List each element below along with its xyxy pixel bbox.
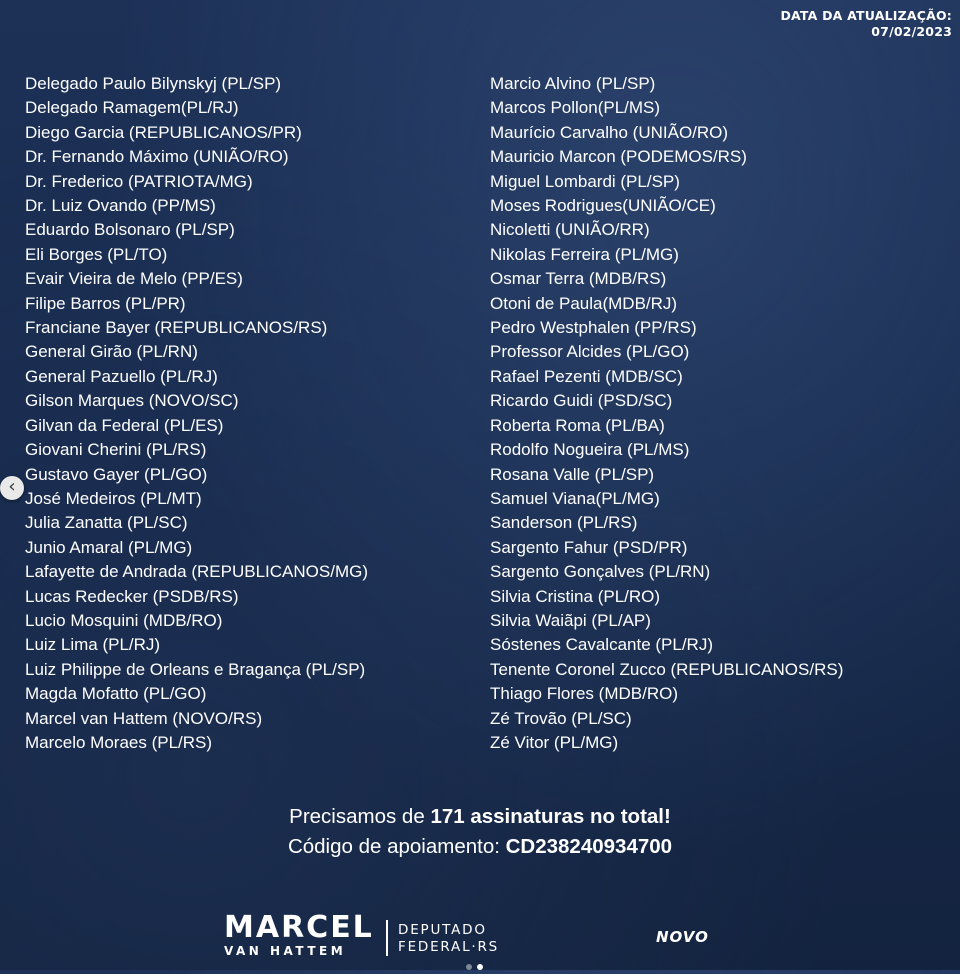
name-list-item: Franciane Bayer (REPUBLICANOS/RS) (25, 318, 328, 338)
name-list-item: Luiz Lima (PL/RJ) (25, 635, 161, 655)
name-list-item: Ricardo Guidi (PSD/SC) (490, 391, 673, 411)
name-list-item: Delegado Paulo Bilynskyj (PL/SP) (25, 74, 282, 93)
name-list-item: Gilson Marques (NOVO/SC) (25, 391, 239, 411)
name-list-item: Zé Trovão (PL/SC) (490, 708, 632, 728)
name-list-item: Rodolfo Nogueira (PL/MS) (490, 440, 690, 460)
name-list-item: Filipe Barros (PL/PR) (25, 293, 186, 313)
brand-divider (386, 920, 388, 956)
carousel-prev-button[interactable] (0, 476, 24, 500)
brand-name: MARCEL (224, 910, 374, 945)
name-list-item: Lucas Redecker (PSDB/RS) (25, 586, 239, 606)
carousel-dot-1[interactable] (466, 964, 472, 970)
name-list-item: Rafael Pezenti (MDB/SC) (490, 366, 683, 386)
name-list-item: Dr. Luiz Ovando (PP/MS) (25, 196, 216, 216)
name-list-item: Gustavo Gayer (PL/GO) (25, 464, 208, 484)
call-to-action (0, 802, 960, 862)
name-list-item: Sanderson (PL/RS) (490, 513, 638, 533)
name-list-item: Nikolas Ferreira (PL/MG) (490, 244, 679, 264)
name-list-item: Marcel van Hattem (NOVO/RS) (25, 708, 263, 728)
name-list-item: Pedro Westphalen (PP/RS) (490, 318, 697, 338)
name-list-item: José Medeiros (PL/MT) (25, 488, 202, 508)
name-list-item: Diego Garcia (REPUBLICANOS/PR) (25, 122, 302, 142)
name-list-item: Eduardo Bolsonaro (PL/SP) (25, 220, 235, 240)
name-list-item: Nicoletti (UNIÃO/RR) (490, 220, 650, 240)
update-date: 07/02/2023 (871, 24, 952, 39)
name-list-item: Zé Vitor (PL/MG) (490, 732, 619, 752)
name-list-item: Rosana Valle (PL/SP) (490, 464, 655, 484)
name-list-item: Magda Mofatto (PL/GO) (25, 684, 207, 704)
brand-subname: VAN HATTEM (224, 944, 347, 958)
role-label (398, 922, 499, 956)
cta-signatures-count: 171 assinaturas no total! (430, 805, 671, 828)
name-list-item: Silvia Waiãpi (PL/AP) (490, 610, 651, 630)
name-list-item: Sargento Gonçalves (PL/RN) (490, 562, 711, 582)
brand-logo (224, 910, 374, 958)
name-list-item: Roberta Roma (PL/BA) (490, 415, 665, 435)
role-line-1: DEPUTADO (398, 922, 487, 938)
carousel-dot-2[interactable] (477, 964, 483, 970)
cta-code-value: CD238240934700 (505, 835, 673, 858)
name-list-item: Eli Borges (PL/TO) (25, 244, 168, 264)
name-list-item: Dr. Fernando Máximo (UNIÃO/RO) (25, 147, 289, 167)
cta-code-line (0, 832, 960, 862)
name-list-item: Julia Zanatta (PL/SC) (25, 513, 188, 533)
name-list-item: General Pazuello (PL/RJ) (25, 366, 218, 386)
name-list-item: Moses Rodrigues(UNIÃO/CE) (490, 196, 716, 216)
name-list-item: Osmar Terra (MDB/RS) (490, 269, 667, 289)
update-info (780, 8, 952, 40)
name-list-item: Sargento Fahur (PSD/PR) (490, 537, 688, 557)
name-list-item: Giovani Cherini (PL/RS) (25, 440, 207, 460)
chevron-left-icon: ‹ (8, 476, 16, 497)
name-list-item: Lafayette de Andrada (REPUBLICANOS/MG) (25, 562, 368, 582)
name-list-item: Marcos Pollon(PL/MS) (490, 98, 661, 118)
name-list-item: Silvia Cristina (PL/RO) (490, 586, 661, 606)
name-list-item: Marcio Alvino (PL/SP) (490, 74, 656, 93)
name-list-item: Gilvan da Federal (PL/ES) (25, 415, 224, 435)
name-list-item: Luiz Philippe de Orleans e Bragança (PL/SP) (25, 659, 366, 679)
name-list-item: Lucio Mosquini (MDB/RO) (25, 610, 223, 630)
name-list-item: Maurício Carvalho (UNIÃO/RO) (490, 122, 729, 142)
cta-code-prefix: Código de apoiamento: (287, 835, 506, 858)
name-list-item: Samuel Viana(PL/MG) (490, 488, 660, 508)
name-list-item: Miguel Lombardi (PL/SP) (490, 171, 680, 191)
carousel-dots (466, 955, 488, 974)
party-logo: NOVO (656, 928, 709, 946)
name-list-item: Tenente Coronel Zucco (REPUBLICANOS/RS) (490, 659, 844, 679)
name-list-item: Professor Alcides (PL/GO) (490, 342, 690, 362)
name-list-item: Thiago Flores (MDB/RO) (490, 684, 678, 704)
right-name-list (490, 72, 843, 755)
left-name-list (25, 72, 368, 755)
name-list-item: Dr. Frederico (PATRIOTA/MG) (25, 171, 253, 191)
cta-signatures-prefix: Precisamos de (289, 805, 431, 828)
name-list-item: Mauricio Marcon (PODEMOS/RS) (490, 147, 747, 167)
name-list-item: Marcelo Moraes (PL/RS) (25, 732, 213, 752)
name-list-item: Delegado Ramagem(PL/RJ) (25, 98, 239, 118)
update-label: DATA DA ATUALIZAÇÃO: (780, 8, 952, 23)
name-list-item: Sóstenes Cavalcante (PL/RJ) (490, 635, 713, 655)
cta-signatures-line (0, 802, 960, 832)
name-list-item: General Girão (PL/RN) (25, 342, 198, 362)
name-list-item: Evair Vieira de Melo (PP/ES) (25, 269, 243, 289)
name-list-item: Junio Amaral (PL/MG) (25, 537, 193, 557)
role-line-2: FEDERAL·RS (398, 939, 500, 955)
name-list-item: Otoni de Paula(MDB/RJ) (490, 293, 678, 313)
